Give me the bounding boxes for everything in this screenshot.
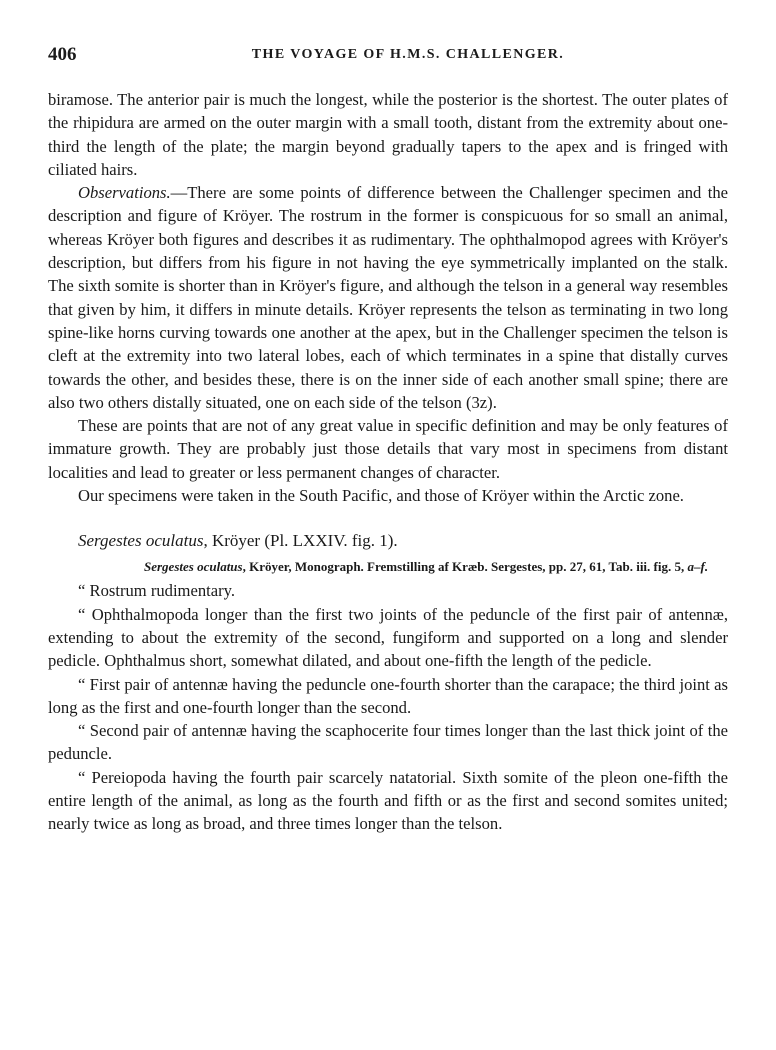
reference-citation: , Kröyer, Monograph. Fremstilling af Kræb. Sergestes, pp. 27, 61, Tab. iii. fig. 5, [242, 559, 685, 575]
species-heading [78, 529, 728, 553]
quote-rostrum: “ Rostrum rudimentary. [78, 581, 235, 601]
paragraph-points: These are points that are not of any great value in specific definition and may be only features of immature growth. They are probably just those details that vary most in specimens from distant localities and lead to greater or less permanent changes of character. [48, 416, 728, 482]
body-text [48, 88, 728, 836]
species-authority: , Kröyer (Pl. LXXIV. fig. 1). [203, 531, 398, 551]
page-number: 406 [48, 44, 77, 65]
observations-text: —There are some points of difference between the Challenger specimen and the description and figure of Kröyer. The rostrum in the former is conspicuous for so small an animal, whereas Kröyer both figures and describes it as rudimentary. The ophthalmopod agrees with Kröyer's description, but differs from his figure in not having the eye symmetrically implanted on the stalk. The sixth somite is shorter than in Kröyer's figure, and although the telson in a general way resembles that given by him, it differs in minute details. Kröyer represents the telson as terminating in two long spine-like horns curving towards one another at the apex, but in the Challenger specimen the telson is cleft at the extremity into two lateral lobes, each of which terminates in a spine that distally curves towards the other, and besides these, there is on the inner side of each another small spine; there are also two others distally situated, one on each side of the telson (3z). [48, 183, 728, 412]
quote-second-antennae: “ Second pair of antennæ having the scaphocerite four times longer than the last thick joint of the peduncle. [48, 721, 728, 764]
paragraph-observations [48, 181, 728, 414]
reference-figure: a–f. [687, 559, 709, 575]
page-header [48, 44, 728, 68]
running-title: THE VOYAGE OF H.M.S. CHALLENGER. [251, 47, 565, 62]
paragraph-continuation: biramose. The anterior pair is much the longest, while the posterior is the shortest. The outer plates of the rhipidura are armed on the outer margin with a small tooth, distant from the extremity about one-third the length of the plate; the margin beyond gradually tapers to the apex and is fringed with ciliated hairs. [48, 90, 728, 179]
quote-pereiopoda: “ Pereiopoda having the fourth pair scarcely natatorial. Sixth somite of the pleon one-fifth the entire length of the animal, as long as the fourth and fifth or as the first and second somites united; nearly twice as long as broad, and three times longer than the telson. [48, 767, 728, 834]
species-reference [144, 557, 728, 577]
reference-species-name: Sergestes oculatus [144, 559, 243, 575]
quote-first-antennae: “ First pair of antennæ having the peduncle one-fourth shorter than the carapace; the third joint as long as the first and one-fourth longer than the second. [48, 674, 728, 717]
quote-ophthalmopoda: “ Ophthalmopoda longer than the first two joints of the peduncle of the first pair of antennæ, extending to about the extremity of the second, fungiform and supported on a long and slender pedicle. Ophthalmus short, somewhat dilated, and about one-fifth the length of the pedicle. [48, 604, 728, 671]
observations-label: Observations. [78, 183, 171, 203]
species-name: Sergestes oculatus [78, 531, 204, 551]
paragraph-localities: Our specimens were taken in the South Pacific, and those of Kröyer within the Arctic zone. [78, 486, 684, 506]
